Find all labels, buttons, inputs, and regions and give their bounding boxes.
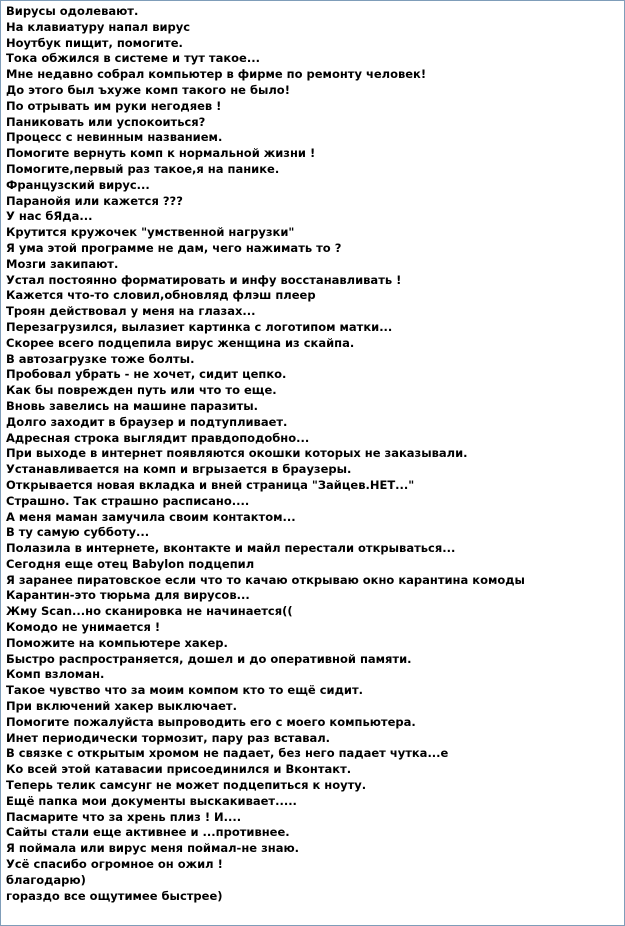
list-item[interactable]: Мозги закипают. bbox=[6, 256, 119, 271]
list-item[interactable]: Пасмарите что за хрень плиз ! И.... bbox=[6, 809, 242, 824]
list-item[interactable]: Такое чувство что за моим компом кто то ещё сидит. bbox=[6, 683, 363, 698]
list-item[interactable]: благодарю) bbox=[6, 872, 86, 887]
list-item[interactable]: Ноутбук пищит, помогите. bbox=[6, 35, 183, 50]
list-item[interactable]: Я ума этой программе не дам, чего нажимать то ? bbox=[6, 240, 342, 255]
list-item[interactable]: Помогите,первый раз такое,я на панике. bbox=[6, 161, 280, 176]
list-item[interactable]: Тока обжился в системе и тут такое... bbox=[6, 51, 260, 66]
list-item[interactable]: При выходе в интернет появляются окошки которых не заказывали. bbox=[6, 446, 468, 461]
list-item[interactable]: А меня маман замучила своим контактом... bbox=[6, 509, 296, 524]
list-item[interactable]: У нас бЯда... bbox=[6, 209, 93, 224]
list-item[interactable]: Устанавливается на комп и вгрызается в браузеры. bbox=[6, 462, 352, 477]
list-item[interactable]: В связке с открытым хромом не падает, без него падает чутка...е bbox=[6, 746, 449, 761]
list-item[interactable]: В ту самую субботу... bbox=[6, 525, 150, 540]
list-item[interactable]: Инет периодически тормозит, пару раз вставал. bbox=[6, 730, 331, 745]
list-item[interactable]: До этого был ъхуже комп такого не было! bbox=[6, 82, 290, 97]
list-item[interactable]: Паниковать или успокоиться? bbox=[6, 114, 206, 129]
list-item[interactable]: Страшно. Так страшно расписано.... bbox=[6, 493, 250, 508]
list-item[interactable]: Комп взломан. bbox=[6, 667, 105, 682]
list-item[interactable]: Кажется что-то словил,обновляд флэш плеер bbox=[6, 288, 316, 303]
list-item[interactable]: Открывается новая вкладка и вней страница "Зайцев.НЕТ..." bbox=[6, 477, 415, 492]
list-item[interactable]: Я заранее пиратовское если что то качаю открываю окно карантина комоды bbox=[6, 572, 525, 587]
list-item[interactable]: Жму Scan...но сканировка не начинается(( bbox=[6, 604, 293, 619]
list-item[interactable]: Адресная строка выглядит правдоподобно... bbox=[6, 430, 310, 445]
list-item[interactable]: По отрывать им руки негодяев ! bbox=[6, 98, 222, 113]
text-lines-list bbox=[1, 1, 624, 904]
list-item[interactable]: Ещё папка мои документы выскакивает..... bbox=[6, 793, 297, 808]
list-item[interactable]: Процесс с невинным названием. bbox=[6, 130, 223, 145]
list-item[interactable]: Теперь телик самсунг не может подцепиться к ноуту. bbox=[6, 778, 367, 793]
list-item[interactable]: Устал постоянно форматировать и инфу восстанавливать ! bbox=[6, 272, 402, 287]
list-item[interactable]: Троян действовал у меня на глазах... bbox=[6, 304, 256, 319]
list-item[interactable]: Усё спасибо огромное он ожил ! bbox=[6, 857, 223, 872]
list-item[interactable]: Карантин-это тюрьма для вирусов... bbox=[6, 588, 250, 603]
list-item[interactable]: Паранойя или кажется ??? bbox=[6, 193, 183, 208]
list-item[interactable]: Крутится кружочек "умственной нагрузки" bbox=[6, 225, 295, 240]
list-item[interactable]: В автозагрузке тоже болты. bbox=[6, 351, 195, 366]
list-item[interactable]: Сегодня еще отец Babylon подцепил bbox=[6, 556, 255, 571]
list-item[interactable]: Как бы поврежден путь или что то еще. bbox=[6, 383, 277, 398]
list-item[interactable]: Сайты стали еще активнее и ...противнее. bbox=[6, 825, 290, 840]
list-item[interactable]: Помогите пожалуйста выпроводить его с моего компьютера. bbox=[6, 714, 416, 729]
list-item[interactable]: гораздо все ощутимее быстрее) bbox=[6, 888, 223, 903]
list-item[interactable]: Поможите на компьютере хакер. bbox=[6, 635, 228, 650]
list-item[interactable]: Мне недавно собрал компьютер в фирме по ремонту человек! bbox=[6, 67, 427, 82]
list-item[interactable]: Быстро распространяется, дошел и до оперативной памяти. bbox=[6, 651, 412, 666]
list-item[interactable]: Полазила в интернете, вконтакте и майл перестали открываться... bbox=[6, 541, 456, 556]
list-item[interactable]: Долго заходит в браузер и подтупливает. bbox=[6, 414, 288, 429]
list-item[interactable]: Перезагрузился, вылазиет картинка с логотипом матки... bbox=[6, 319, 393, 334]
list-item[interactable]: Комодо не унимается ! bbox=[6, 620, 161, 635]
list-item[interactable]: Я поймала или вирус меня поймал-не знаю. bbox=[6, 841, 300, 856]
list-item[interactable]: Вновь завелись на машине паразиты. bbox=[6, 398, 259, 413]
list-item[interactable]: Помогите вернуть комп к нормальной жизни ! bbox=[6, 146, 316, 161]
list-item[interactable]: Французский вирус... bbox=[6, 177, 150, 192]
list-item[interactable]: На клавиатуру напал вирус bbox=[6, 19, 191, 34]
list-item[interactable]: Пробовал убрать - не хочет, сидит цепко. bbox=[6, 367, 287, 382]
list-item[interactable]: Скорее всего подцепила вирус женщина из скайпа. bbox=[6, 335, 355, 350]
list-item[interactable]: При включений хакер выключает. bbox=[6, 699, 237, 714]
list-item[interactable]: Вирусы одолевают. bbox=[6, 4, 139, 18]
list-item[interactable]: Ко всей этой катавасии присоединился и Вконтакт. bbox=[6, 762, 352, 777]
